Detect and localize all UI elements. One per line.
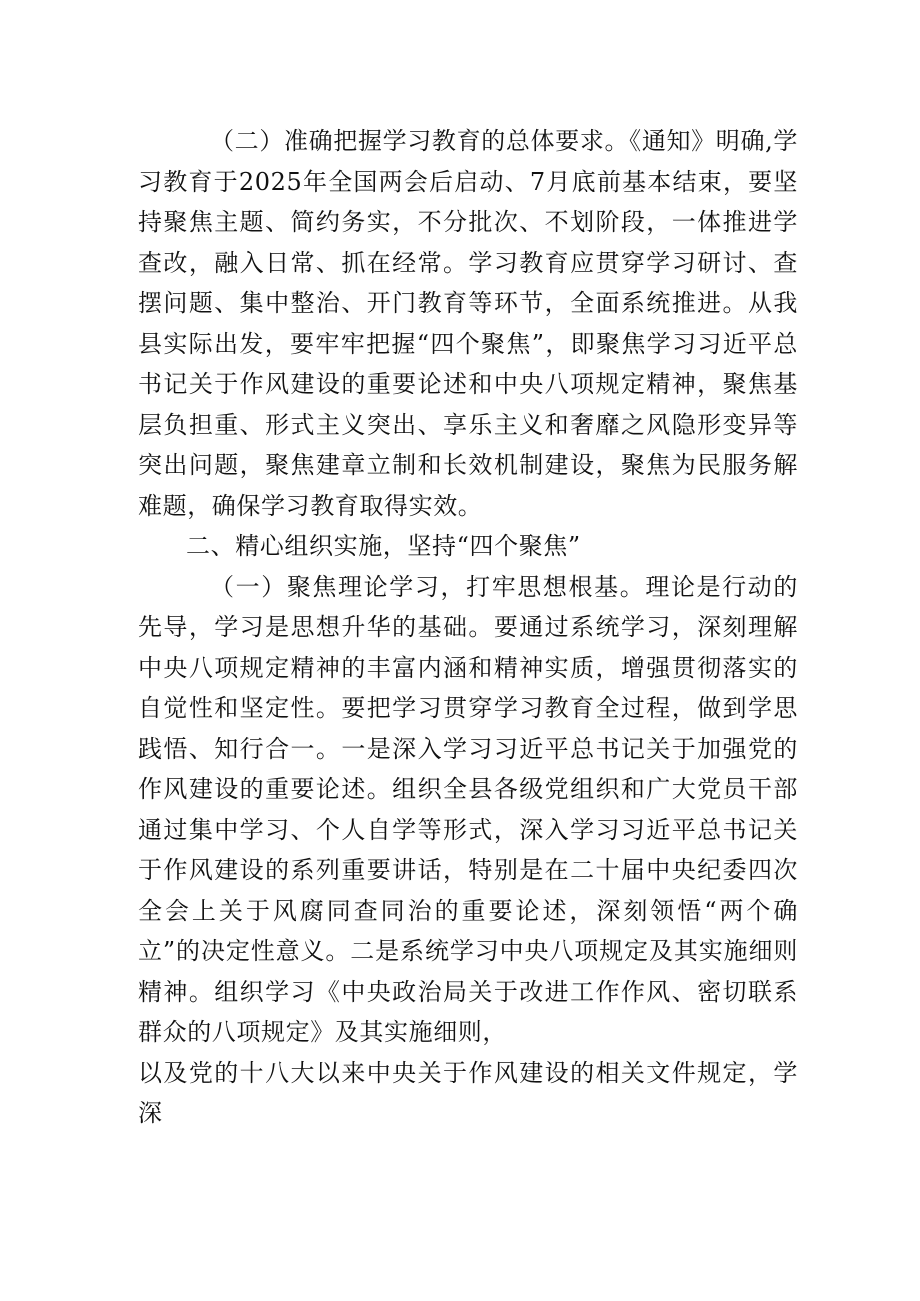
section-heading-four-focuses: 二、精心组织实施，坚持“四个聚焦” xyxy=(186,532,581,560)
paragraph-overall-requirements: （二）准确把握学习教育的总体要求。《通知》明确,学习教育于2025年全国两会后启动、7月底前基本结束，要坚持聚焦主题、简约务实，不分批次、不划阶段，一体推进学查改，融入日常、抓在经常。学习教育应贯穿学习研讨、查摆问题、集中整治、开门教育等环节，全面系统推进。从我县实际出发，要牢牢把握“四个聚焦”，即聚焦学习习近平总书记关于作风建设的重要论述和中央八项规定精神，聚焦基层负担重、形式主义突出、享乐主义和奢靡之风隐形变异等突出问题，聚焦建章立制和长效机制建设，聚焦为民服务解难题，确保学习教育取得实效。 xyxy=(138,127,798,520)
paragraph-theory-study: （一）聚焦理论学习，打牢思想根基。理论是行动的先导，学习是思想升华的基础。要通过系统学习，深刻理解中央八项规定精神的丰富内涵和精神实质，增强贯彻落实的自觉性和坚定性。要把学习贯穿学习教育全过程，做到学思践悟、知行合一。一是深入学习习近平总书记关于加强党的作风建设的重要论述。组织全县各级党组织和广大党员干部通过集中学习、个人自学等形式，深入学习习近平总书记关于作风建设的系列重要讲话，特别是在二十届中央纪委四次全会上关于风腐同查同治的重要论述，深刻领悟“两个确立”的决定性意义。二是系统学习中央八项规定及其实施细则精神。组织学习《中央政治局关于改进工作作风、密切联系群众的八项规定》及其实施细则， xyxy=(138,572,798,1046)
document-body xyxy=(138,121,798,1134)
paragraph-continuation: 以及党的十八大以来中央关于作风建设的相关文件规定，学深 xyxy=(138,1058,798,1127)
